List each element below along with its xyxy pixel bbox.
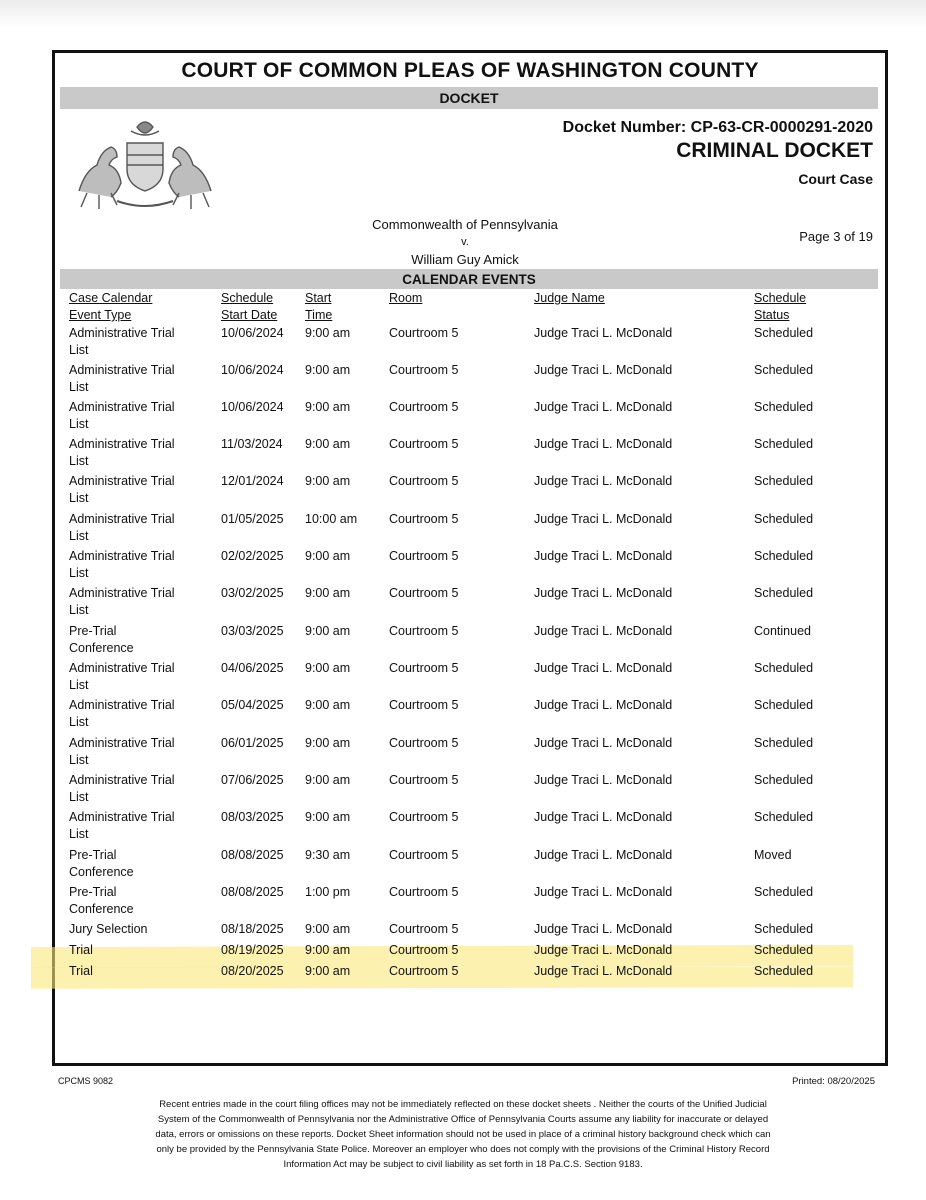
event-type-cell: Administrative Trial List xyxy=(69,474,175,505)
judge-name-cell: Judge Traci L. McDonald xyxy=(534,922,673,936)
schedule-status-cell: Scheduled xyxy=(754,400,814,414)
docket-bar: DOCKET xyxy=(60,87,878,109)
room-cell: Courtroom 5 xyxy=(389,400,459,414)
schedule-status-cell: Scheduled xyxy=(754,810,814,824)
event-type-cell: Administrative Trial List xyxy=(69,363,175,394)
start-date-cell: 08/18/2025 xyxy=(221,922,284,936)
judge-name-cell: Judge Traci L. McDonald xyxy=(534,736,673,750)
schedule-status-cell: Scheduled xyxy=(754,736,814,750)
docket-frame xyxy=(52,50,888,1066)
page-edge xyxy=(0,0,926,28)
start-time-cell: 9:00 am xyxy=(305,964,351,978)
header-schedule-status: Schedule Status xyxy=(754,291,807,322)
start-date-cell: 10/06/2024 xyxy=(221,400,284,414)
room-cell: Courtroom 5 xyxy=(389,848,459,862)
room-cell: Courtroom 5 xyxy=(389,549,459,563)
case-type: Court Case xyxy=(798,171,873,187)
event-type-cell: Trial xyxy=(69,943,93,957)
schedule-status-cell: Moved xyxy=(754,848,792,862)
start-time-cell: 9:30 am xyxy=(305,848,351,862)
event-type-cell: Administrative Trial List xyxy=(69,698,175,729)
event-type-cell: Administrative Trial List xyxy=(69,549,175,580)
start-time-cell: 9:00 am xyxy=(305,698,351,712)
start-time-cell: 9:00 am xyxy=(305,736,351,750)
header-event-type: Case Calendar Event Type xyxy=(69,291,153,322)
start-time-cell: 10:00 am xyxy=(305,512,358,526)
disclaimer: Recent entries made in the court filing offices may not be immediately reflected on these docket sheets . Neither the courts of the Unified Judicial System of the Commonwealth of Pennsylvania nor the Administrative Office of Pennsylvania Courts assume any liability for inaccurate or delayed data, errors or omissions on these reports. Docket Sheet information should not be used in place of a criminal history background check which can only be provided by the Pennsylvania State Police. Moreover an employer who does not comply with the provisions of the Criminal History Record Information Act may be subject to civil liability as set forth in 18 Pa.C.S. Section 9183. xyxy=(155,1099,771,1170)
header-room: Room xyxy=(389,291,423,305)
start-time-cell: 9:00 am xyxy=(305,773,351,787)
schedule-status-cell: Scheduled xyxy=(754,363,814,377)
event-type-cell: Administrative Trial List xyxy=(69,773,175,804)
start-date-cell: 03/03/2025 xyxy=(221,624,284,638)
judge-name-cell: Judge Traci L. McDonald xyxy=(534,810,673,824)
start-date-cell: 08/20/2025 xyxy=(221,964,284,978)
start-time-cell: 9:00 am xyxy=(305,586,351,600)
judge-name-cell: Judge Traci L. McDonald xyxy=(534,400,673,414)
schedule-status-cell: Scheduled xyxy=(754,586,814,600)
schedule-status-cell: Scheduled xyxy=(754,922,814,936)
start-time-cell: 9:00 am xyxy=(305,400,351,414)
start-date-cell: 04/06/2025 xyxy=(221,661,284,675)
judge-name-cell: Judge Traci L. McDonald xyxy=(534,848,673,862)
event-type-cell: Administrative Trial List xyxy=(69,512,175,543)
room-cell: Courtroom 5 xyxy=(389,512,459,526)
judge-name-cell: Judge Traci L. McDonald xyxy=(534,624,673,638)
schedule-status-cell: Scheduled xyxy=(754,437,814,451)
judge-name-cell: Judge Traci L. McDonald xyxy=(534,698,673,712)
schedule-status-cell: Scheduled xyxy=(754,698,814,712)
start-date-cell: 08/03/2025 xyxy=(221,810,284,824)
court-title: COURT OF COMMON PLEAS OF WASHINGTON COUNTY xyxy=(181,59,759,82)
event-type-cell: Administrative Trial List xyxy=(69,810,175,841)
judge-name-cell: Judge Traci L. McDonald xyxy=(534,773,673,787)
start-time-cell: 9:00 am xyxy=(305,363,351,377)
judge-name-cell: Judge Traci L. McDonald xyxy=(534,586,673,600)
room-cell: Courtroom 5 xyxy=(389,698,459,712)
room-cell: Courtroom 5 xyxy=(389,885,459,899)
judge-name-cell: Judge Traci L. McDonald xyxy=(534,661,673,675)
start-date-cell: 11/03/2024 xyxy=(221,437,283,451)
start-date-cell: 08/08/2025 xyxy=(221,885,284,899)
start-date-cell: 12/01/2024 xyxy=(221,474,284,488)
start-date-cell: 08/08/2025 xyxy=(221,848,284,862)
judge-name-cell: Judge Traci L. McDonald xyxy=(534,512,673,526)
room-cell: Courtroom 5 xyxy=(389,736,459,750)
room-cell: Courtroom 5 xyxy=(389,363,459,377)
start-time-cell: 9:00 am xyxy=(305,624,351,638)
caption-plaintiff: Commonwealth of Pennsylvania xyxy=(372,217,558,232)
room-cell: Courtroom 5 xyxy=(389,474,459,488)
event-type-cell: Jury Selection xyxy=(69,922,148,936)
schedule-status-cell: Continued xyxy=(754,624,811,638)
judge-name-cell: Judge Traci L. McDonald xyxy=(534,549,673,563)
room-cell: Courtroom 5 xyxy=(389,943,459,957)
judge-name-cell: Judge Traci L. McDonald xyxy=(534,437,673,451)
judge-name-cell: Judge Traci L. McDonald xyxy=(534,363,673,377)
room-cell: Courtroom 5 xyxy=(389,661,459,675)
schedule-status-cell: Scheduled xyxy=(754,943,814,957)
start-date-cell: 05/04/2025 xyxy=(221,698,284,712)
room-cell: Courtroom 5 xyxy=(389,624,459,638)
room-cell: Courtroom 5 xyxy=(389,326,459,340)
schedule-status-cell: Scheduled xyxy=(754,885,814,899)
judge-name-cell: Judge Traci L. McDonald xyxy=(534,326,673,340)
event-type-cell: Administrative Trial List xyxy=(69,586,175,617)
schedule-status-cell: Scheduled xyxy=(754,549,814,563)
schedule-status-cell: Scheduled xyxy=(754,326,814,340)
start-time-cell: 9:00 am xyxy=(305,661,351,675)
calendar-events-bar: CALENDAR EVENTS xyxy=(60,269,878,289)
room-cell: Courtroom 5 xyxy=(389,773,459,787)
judge-name-cell: Judge Traci L. McDonald xyxy=(534,885,673,899)
docket-type: CRIMINAL DOCKET xyxy=(676,139,873,162)
start-time-cell: 9:00 am xyxy=(305,810,351,824)
start-time-cell: 9:00 am xyxy=(305,922,351,936)
event-type-cell: Pre-Trial Conference xyxy=(69,624,134,655)
event-type-cell: Pre-Trial Conference xyxy=(69,885,134,916)
schedule-status-cell: Scheduled xyxy=(754,474,814,488)
room-cell: Courtroom 5 xyxy=(389,586,459,600)
start-time-cell: 9:00 am xyxy=(305,326,351,340)
judge-name-cell: Judge Traci L. McDonald xyxy=(534,943,673,957)
room-cell: Courtroom 5 xyxy=(389,810,459,824)
schedule-status-cell: Scheduled xyxy=(754,661,814,675)
start-date-cell: 01/05/2025 xyxy=(221,512,284,526)
caption-versus: v. xyxy=(461,236,469,248)
event-type-cell: Administrative Trial List xyxy=(69,661,175,692)
schedule-status-cell: Scheduled xyxy=(754,773,814,787)
start-date-cell: 07/06/2025 xyxy=(221,773,284,787)
header-judge-name: Judge Name xyxy=(534,291,605,305)
event-type-cell: Trial xyxy=(69,964,93,978)
room-cell: Courtroom 5 xyxy=(389,922,459,936)
header-start-date: Schedule Start Date xyxy=(221,291,278,322)
header-start-time: Start Time xyxy=(305,291,333,322)
judge-name-cell: Judge Traci L. McDonald xyxy=(534,964,673,978)
judge-name-cell: Judge Traci L. McDonald xyxy=(534,474,673,488)
room-cell: Courtroom 5 xyxy=(389,964,459,978)
event-type-cell: Administrative Trial List xyxy=(69,437,175,468)
start-date-cell: 10/06/2024 xyxy=(221,326,284,340)
start-date-cell: 10/06/2024 xyxy=(221,363,284,377)
docket-number: Docket Number: CP-63-CR-0000291-2020 xyxy=(562,119,873,136)
event-type-cell: Administrative Trial List xyxy=(69,326,175,357)
start-date-cell: 03/02/2025 xyxy=(221,586,284,600)
schedule-status-cell: Scheduled xyxy=(754,964,814,978)
start-time-cell: 9:00 am xyxy=(305,437,351,451)
start-date-cell: 08/19/2025 xyxy=(221,943,284,957)
form-id: CPCMS 9082 xyxy=(58,1076,114,1086)
start-date-cell: 02/02/2025 xyxy=(221,549,284,563)
event-type-cell: Pre-Trial Conference xyxy=(69,848,134,879)
start-time-cell: 9:00 am xyxy=(305,943,351,957)
pennsylvania-seal-icon xyxy=(65,113,225,213)
start-date-cell: 06/01/2025 xyxy=(221,736,284,750)
printed-date: Printed: 08/20/2025 xyxy=(792,1076,875,1087)
start-time-cell: 9:00 am xyxy=(305,549,351,563)
room-cell: Courtroom 5 xyxy=(389,437,459,451)
page-number: Page 3 of 19 xyxy=(799,229,873,244)
caption-defendant: William Guy Amick xyxy=(411,252,519,267)
start-time-cell: 9:00 am xyxy=(305,474,351,488)
event-type-cell: Administrative Trial List xyxy=(69,400,175,431)
schedule-status-cell: Scheduled xyxy=(754,512,814,526)
start-time-cell: 1:00 pm xyxy=(305,885,351,899)
event-type-cell: Administrative Trial List xyxy=(69,736,175,767)
